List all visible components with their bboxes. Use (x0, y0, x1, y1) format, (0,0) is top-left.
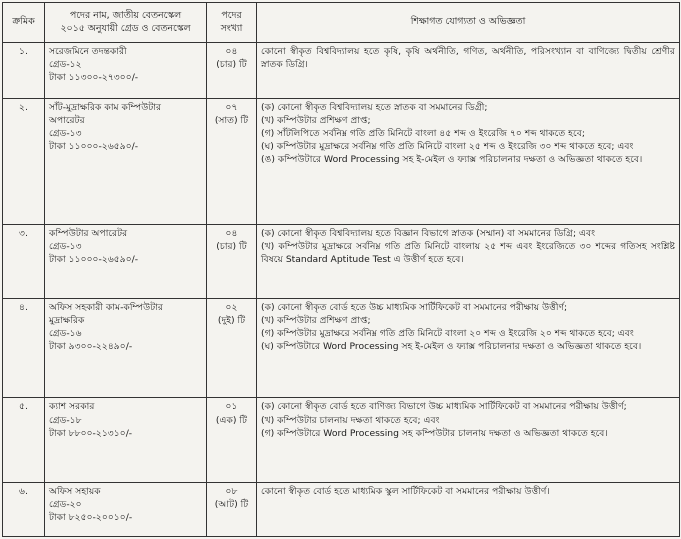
qualification-line: (ঘ) কম্পিউটার মুদ্রাক্ষরে সর্বনিম্ন গতি প্রতি মিনিটে বাংলা ২৫ শব্দ ও ইংরেজি ৩০ শব্দ থাকতে হবে; এবং (261, 140, 634, 152)
recruitment-table (2, 2, 680, 537)
pay-scale: টাকা ১১০০০-২৬৫৯০/- (49, 140, 139, 152)
qualification-line: (খ) কম্পিউটার প্রশিক্ষণ প্রাপ্ত; (261, 114, 371, 126)
post-count-word: (এক) টি (215, 414, 248, 426)
qualification-line: কোনো স্বীকৃত বিশ্ববিদ্যালয় হতে কৃষি, কৃষি অর্থনীতি, গণিত, অর্থনীতি, পরিসংখ্যান বা বাণিজ্যে দ্বিতীয় শ্রেণীর স্নাতক ডিগ্রি। (261, 46, 675, 71)
serial-cell: ৪. (3, 299, 45, 398)
post-count-word: (চার) টি (216, 59, 247, 71)
post-count-word: (চার) টি (216, 240, 247, 252)
post-count-cell (207, 398, 257, 483)
qualification-cell (257, 98, 680, 224)
qualification-cell (257, 398, 680, 483)
post-count-number: ০১ (225, 401, 238, 413)
post-name: কম্পিউটার অপারেটর (49, 227, 128, 239)
post-count-number: ০৭ (225, 101, 238, 113)
post-count-number: ০৪ (225, 227, 238, 239)
serial-cell: ৬. (3, 483, 45, 537)
post-count-cell (207, 224, 257, 298)
qualification-line: (খ) কম্পিউটার প্রশিক্ষণ প্রাপ্ত; (261, 315, 371, 327)
qualification-line: (ক) কোনো স্বীকৃত বিশ্ববিদ্যালয় হতে বিজ্ঞান বিভাগে স্নাতক (সম্মান) বা সমমানের ডিগ্রি; এবং (261, 227, 596, 239)
header-qualification: শিক্ষাগত যোগ্যতা ও অভিজ্ঞতা (257, 3, 680, 43)
post-count-cell (207, 483, 257, 537)
qualification-line: (খ) কম্পিউটার মুদ্রাক্ষরে সর্বনিম্ন গতি প্রতি মিনিটে বাংলায় ২৫ শব্দ এবং ইংরেজিতে ৩০ শব্দের গতিসহ সংশ্লিষ্ট বিষয়ে Standard Aptitude Test এ উত্তীর্ণ হতে হবে। (261, 240, 675, 265)
qualification-cell (257, 299, 680, 398)
qualification-cell (257, 483, 680, 537)
post-cell (45, 299, 207, 398)
grade: গ্রেড-১৩ (49, 240, 82, 252)
pay-scale: টাকা ৮৮০০-২১৩১০/- (49, 427, 133, 439)
qualification-line: (ক) কোনো স্বীকৃত বোর্ড হতে বাণিজ্য বিভাগে উচ্চ মাধ্যমিক সার্টিফিকেট বা সমমানের পরীক্ষায় উত্তীর্ণ; (261, 401, 627, 413)
table-row (3, 224, 680, 298)
post-name: সাঁট-মুদ্রাক্ষরিক কাম কম্পিউটার (49, 101, 162, 113)
post-name: সরেজমিনে তদন্তকারী (49, 46, 127, 57)
post-count-number: ০৮ (225, 486, 238, 498)
grade: গ্রেড-১২ (49, 59, 82, 71)
pay-scale: টাকা ১১৩০০-২৭৩০০/- (49, 72, 139, 84)
header-post: পদের নাম, জাতীয় বেতনস্কেল ২০১৫ অনুযায়ী গ্রেড ও বেতনস্কেল (45, 3, 207, 43)
post-name: অফিস সহকারী কাম-কম্পিউটার (49, 302, 163, 314)
post-cell (45, 224, 207, 298)
table-row (3, 43, 680, 99)
header-row (3, 3, 680, 43)
table-row (3, 398, 680, 483)
serial-cell: ২. (3, 98, 45, 224)
pay-scale: টাকা ১১০০০-২৬৫৯০/- (49, 254, 139, 265)
post-count-word: (দুই) টি (217, 315, 246, 327)
post-count-number: ০৪ (225, 46, 238, 57)
post-cell (45, 98, 207, 224)
pay-scale: টাকা ৮২৫০-২০০১০/- (49, 512, 133, 524)
header-serial: ক্রমিক (3, 3, 45, 43)
table-row (3, 98, 680, 224)
qualification-line: (ঙ) কম্পিউটারে Word Processing সহ ই-মেইল ও ফ্যাক্স পরিচালনার দক্ষতা ও অভিজ্ঞতা থাকতে হবে। (261, 154, 643, 166)
table-row (3, 483, 680, 537)
post-count-word: (সাত) টি (214, 114, 249, 126)
grade: গ্রেড-১৩ (49, 127, 82, 139)
serial-cell: ৩. (3, 224, 45, 298)
post-cell (45, 398, 207, 483)
post-name: ক্যাশ সরকার (49, 401, 95, 413)
serial-cell: ৫. (3, 398, 45, 483)
table-row (3, 299, 680, 398)
pay-scale: টাকা ৯৩০০-২২৪৯০/- (49, 341, 133, 353)
qualification-line: (গ) সাঁটলিপিতে সর্বনিম্ন গতি প্রতি মিনিটে বাংলা ৪৫ শব্দ ও ইংরেজি ৭০ শব্দ থাকতে হবে; (261, 127, 585, 139)
qualification-line: (খ) কম্পিউটার চালনায় দক্ষতা থাকতে হবে; এবং (261, 414, 440, 426)
qualification-line: (গ) কম্পিউটারে Word Processing সহ কম্পিউটার চালনায় দক্ষতা ও অভিজ্ঞতা থাকতে হবে। (261, 427, 608, 439)
qualification-line: (ক) কোনো স্বীকৃত বিশ্ববিদ্যালয় হতে স্নাতক বা সমমানের ডিগ্রী; (261, 101, 488, 113)
post-name-line2: মুদ্রাক্ষরিক (49, 315, 85, 327)
post-count-word: (আট) টি (214, 499, 249, 511)
post-count-cell (207, 98, 257, 224)
grade: গ্রেড-২০ (49, 499, 82, 511)
qualification-cell (257, 224, 680, 298)
qualification-cell (257, 43, 680, 99)
post-cell (45, 483, 207, 537)
qualification-line: কোনো স্বীকৃত বোর্ড হতে মাধ্যমিক স্কুল সার্টিফিকেট বা সমমানের পরীক্ষায় উত্তীর্ণ। (261, 486, 550, 498)
qualification-line: (ক) কোনো স্বীকৃত বোর্ড হতে উচ্চ মাধ্যমিক সার্টিফিকেট বা সমমানের পরীক্ষায় উত্তীর্ণ; (261, 302, 568, 314)
post-count-number: ০২ (225, 302, 238, 314)
header-count: পদের সংখ্যা (207, 3, 257, 43)
post-name-line2: অপারেটর (49, 114, 85, 126)
serial-cell: ১. (3, 43, 45, 99)
grade: গ্রেড-১৮ (49, 414, 82, 426)
qualification-line: (গ) কম্পিউটার মুদ্রাক্ষরে সর্বনিম্ন গতি প্রতি মিনিটে বাংলা ২০ শব্দ ও ইংরেজি ২০ শব্দ থাকতে হবে; এবং (261, 328, 634, 340)
post-count-cell (207, 43, 257, 99)
post-count-cell (207, 299, 257, 398)
grade: গ্রেড-১৬ (49, 328, 82, 340)
qualification-line: (ঘ) কম্পিউটারে Word Processing সহ ই-মেইল ও ফ্যাক্স পরিচালনার দক্ষতা ও অভিজ্ঞতা থাকতে হবে। (261, 341, 642, 353)
post-name: অফিস সহায়ক (49, 486, 101, 498)
post-cell (45, 43, 207, 99)
